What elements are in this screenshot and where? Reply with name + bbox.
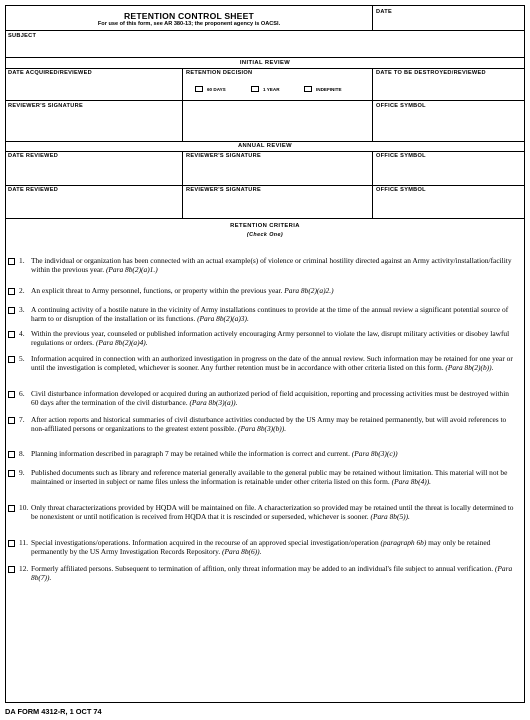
option-60-days-checkbox[interactable]	[195, 86, 203, 92]
annual-review-heading: ANNUAL REVIEW	[237, 143, 293, 149]
option-1-year-checkbox[interactable]	[251, 86, 259, 92]
date-destroyed-label: DATE TO BE DESTROYED/REVIEWED	[376, 70, 486, 76]
option-indefinite-label: INDEFINITE	[316, 87, 342, 92]
criterion-checkbox[interactable]	[8, 451, 15, 458]
annual-office-symbol-field[interactable]	[373, 160, 523, 184]
office-symbol-field[interactable]	[373, 110, 523, 140]
form-number: DA FORM 4312-R, 1 OCT 74	[5, 707, 102, 716]
criterion-checkbox[interactable]	[8, 391, 15, 398]
date-field[interactable]	[373, 16, 523, 29]
criterion-checkbox[interactable]	[8, 258, 15, 265]
annual-date-reviewed-label: DATE REVIEWED	[8, 153, 59, 159]
annual-reviewer-signature-label: REVIEWER'S SIGNATURE	[186, 153, 261, 159]
date-field-label: DATE	[376, 9, 393, 15]
criterion-checkbox[interactable]	[8, 566, 15, 573]
annual-reviewer-signature-label: REVIEWER'S SIGNATURE	[186, 187, 261, 193]
initial-review-heading: INITIAL REVIEW	[239, 60, 291, 66]
reviewer-signature-label: REVIEWER'S SIGNATURE	[8, 103, 83, 109]
retention-decision-label: RETENTION DECISION	[186, 70, 253, 76]
subject-label: SUBJECT	[8, 33, 37, 39]
office-symbol-label: OFFICE SYMBOL	[376, 103, 426, 109]
annual-reviewer-signature-field[interactable]	[183, 194, 372, 217]
form-subtitle: For use of this form, see AR 380-13; the proponent agency is OACSI.	[97, 21, 281, 27]
reviewer-signature-field[interactable]	[6, 110, 372, 140]
criterion-checkbox[interactable]	[8, 540, 15, 547]
annual-reviewer-signature-field[interactable]	[183, 160, 372, 184]
annual-date-reviewed-label: DATE REVIEWED	[8, 187, 59, 193]
retention-criteria-subheading: (Check One)	[246, 232, 284, 238]
retention-criteria-heading: RETENTION CRITERIA	[230, 223, 300, 229]
criterion-checkbox[interactable]	[8, 288, 15, 295]
date-acquired-field[interactable]	[6, 77, 182, 99]
date-destroyed-field[interactable]	[373, 77, 523, 99]
subject-field[interactable]	[6, 40, 524, 56]
annual-office-symbol-label: OFFICE SYMBOL	[376, 153, 426, 159]
annual-date-reviewed-field[interactable]	[6, 160, 182, 184]
criterion-checkbox[interactable]	[8, 505, 15, 512]
option-60-days-label: 60 DAYS	[207, 87, 226, 92]
retention-control-form: RETENTION CONTROL SHEET For use of this form, see AR 380-13; the proponent agency is OACSI. DATE SUBJECT INITIAL REVIEW DATE ACQUIRED/REVIEWED RETENTION DECISION 60 DAYS 1 YEAR INDEFINITE DATE TO BE DESTROYED/REVIEWED REVIEWER'S SIGNATURE OFFICE SYMBOL ANNUAL REVIEW DATE REVIEWED REVIEWER'S SIGNATURE OFFICE SYMBOL DATE REVIEWED REVIEWER'S SIGNATURE OFFICE SYMBOL RETENTION CRITERIA (Check One) 1. The individual or organization has been connected with an actual example(s) of violence or criminal hostility directed against an Army activity/installation/facility within the previous year. (Para 8b(2)(a)1.) 2. An explicit threat to Army personnel, functions, or property within the previous year. Para 8b(2)(a)2.) 3. A continuing activity of a hostile nature in the vicinity of Army installations continues to provide at the time of the annual review a significant potential source of harm to or disruption of the installation or its functions. (Para 8b(2)(a)3). 4. Within the previous year, counseled or published information actively encouraging Army personnel to violate the law, disrupt military activities or disobey lawful regulations or orders. (Para 8b(2)(a)4). 5. Information acquired in connection with an authorized investigation in progress on the date of the annual review. Such information may be retained for one year or until the investigation is completed, whichever is sooner. Any further retention must be in accordance with other criteria listed on this form. (Para 8b(2)(b)). 6. Civil disturbance information developed or acquired during an authorized period of field acquisition, reporting and processing activities must be destroyed within 60 days after the termination of the civil disturbance. (Para 8b(3)(a)). 7. After action reports and historical summaries of civil disturbance activities conducted by the US Army may be retained permanently, but will avoid references to non-affiliated persons or organizations to the greatest extent possible. (Para 8b(3)(b)). 8. Planning information described in paragraph 7 may be retained while the information is correct and current. (Para 8b(3)(c)) 9. Published documents such as library and reference material generally available to the general public may be retained without limitation. This material will not be maintained or inserted in subject or name files unless the information is retainable under other criteria listed on this form. (Para 8b(4)). 10. Only threat characterizations provided by HQDA will be maintained on file. A characterization so provided may be retained until the threat is locally determined to be nonexistent or until notification is received from HQDA that it is rescinded or superseded, whichever is sooner. (Para 8b(5)). 11. Special investigations/operations. Information acquired in the recourse of an approved special investigation/operation (paragraph 6b) may only be retained permanently by the US Army Investigation Records Repository. (Para 8b(6)). 12. Formerly affiliated persons. Subsequent to termination of affition, only threat information may be added to an individual's file subject to annual verification. (Para 8b(7)).	[5, 5, 525, 703]
form-title: RETENTION CONTROL SHEET	[123, 11, 254, 21]
criterion-checkbox[interactable]	[8, 307, 15, 314]
date-acquired-label: DATE ACQUIRED/REVIEWED	[8, 70, 92, 76]
annual-office-symbol-label: OFFICE SYMBOL	[376, 187, 426, 193]
annual-office-symbol-field[interactable]	[373, 194, 523, 217]
option-indefinite-checkbox[interactable]	[304, 86, 312, 92]
criterion-checkbox[interactable]	[8, 417, 15, 424]
criterion-checkbox[interactable]	[8, 356, 15, 363]
criterion-checkbox[interactable]	[8, 470, 15, 477]
annual-date-reviewed-field[interactable]	[6, 194, 182, 217]
criterion-checkbox[interactable]	[8, 331, 15, 338]
option-1-year-label: 1 YEAR	[263, 87, 280, 92]
